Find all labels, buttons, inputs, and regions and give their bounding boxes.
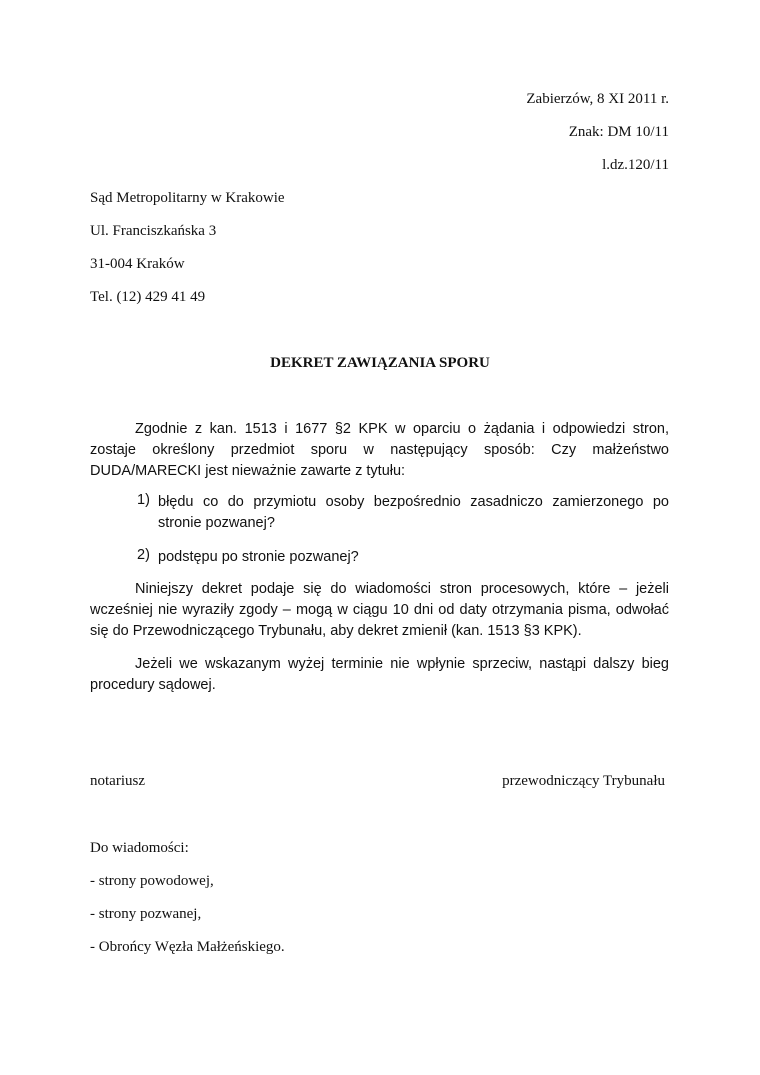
list-item-2-text: podstępu po stronie pozwanej? — [158, 549, 359, 565]
recipient-street: Ul. Franciszkańska 3 — [90, 223, 217, 239]
list-item-1-number: 1) — [137, 492, 150, 508]
list-item-1-text: błędu co do przymiotu osoby bezpośrednio zasadniczo zamierzonego po stronie pozwanej? — [158, 494, 669, 531]
intro-paragraph: Zgodnie z kan. 1513 i 1677 §2 KPK w oparciu o żądania i odpowiedzi stron, zostaje określony przedmiot sporu w następujący sposób: Czy małżeństwo DUDA/MARECKI jest nieważnie zawarte z tytułu: — [90, 421, 669, 479]
reference-number: Znak: DM 10/11 — [568, 124, 669, 140]
place-date: Zabierzów, 8 XI 2011 r. — [526, 91, 669, 107]
objection-paragraph: Jeżeli we wskazanym wyżej terminie nie wpłynie sprzeciw, nastąpi dalszy bieg procedury sądowej. — [90, 656, 669, 693]
signature-president: przewodniczący Trybunału — [502, 773, 665, 789]
list-item-2-number: 2) — [137, 547, 150, 563]
distribution-heading: Do wiadomości: — [90, 840, 189, 856]
recipient-name: Sąd Metropolitarny w Krakowie — [90, 190, 285, 206]
distribution-item-2: - strony pozwanej, — [90, 906, 202, 922]
recipient-phone: Tel. (12) 429 41 49 — [90, 289, 206, 305]
signature-notary: notariusz — [90, 773, 145, 789]
recipient-city: 31-004 Kraków — [90, 256, 185, 272]
journal-number: l.dz.120/11 — [602, 157, 669, 173]
document-title: DEKRET ZAWIĄZANIA SPORU — [270, 355, 490, 371]
distribution-item-1: - strony powodowej, — [90, 873, 214, 889]
distribution-item-3: - Obrońcy Węzła Małżeńskiego. — [90, 939, 285, 955]
notice-paragraph: Niniejszy dekret podaje się do wiadomości stron procesowych, które – jeżeli wcześniej nie wyraziły zgody – mogą w ciągu 10 dni od daty otrzymania pisma, odwołać się do Przewodniczącego Trybunału, aby dekret zmienił (kan. 1513 §3 KPK). — [90, 581, 669, 639]
